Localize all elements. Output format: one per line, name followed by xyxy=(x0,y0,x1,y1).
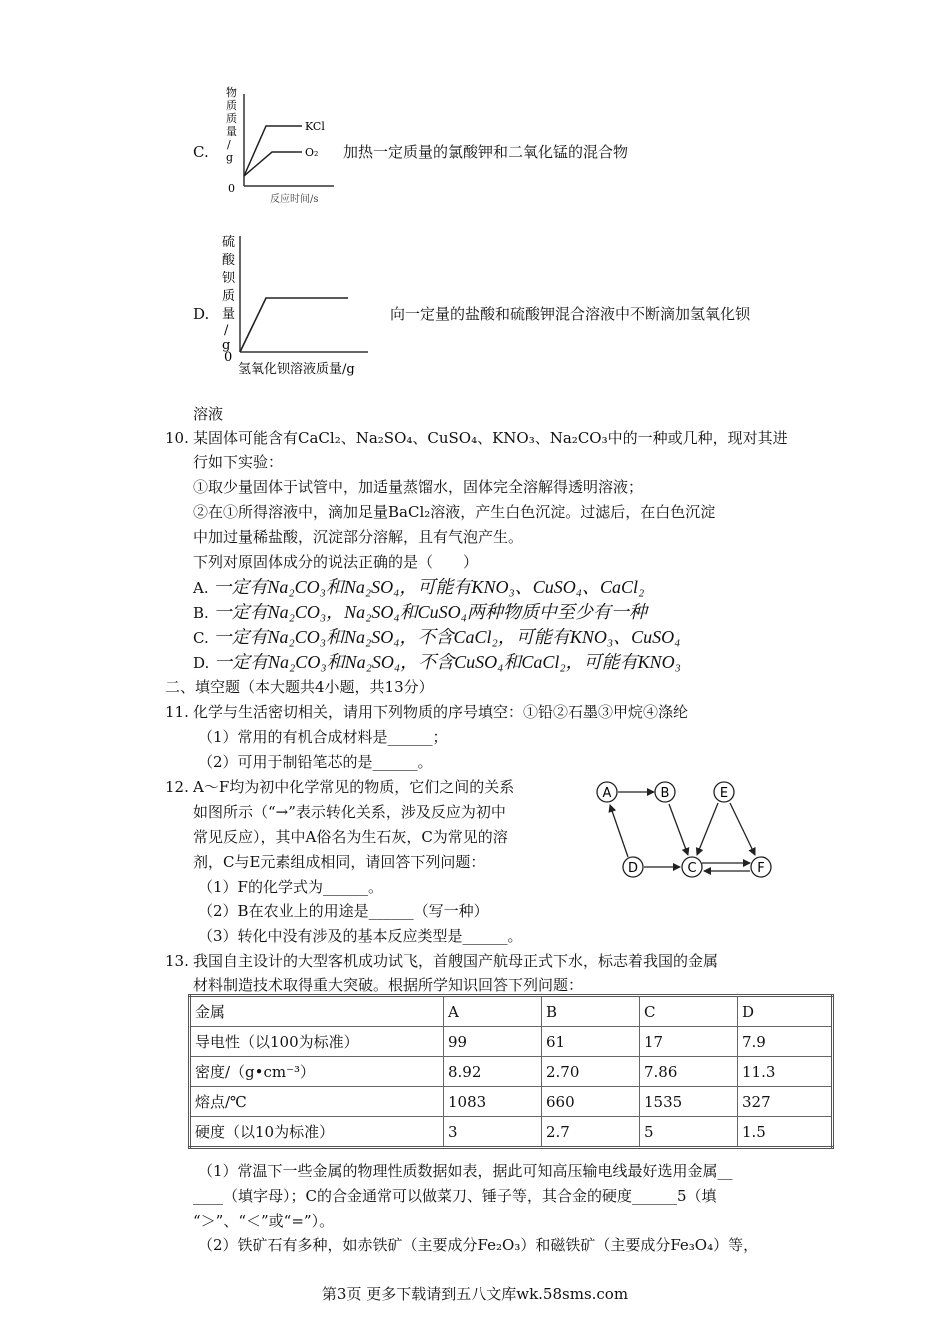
graph-d-ylabel-3: 钡 xyxy=(222,271,236,286)
table-cell: 熔点/℃ xyxy=(190,1087,444,1117)
q12-line1: A～F均为初中化学常见的物质，它们之间的关系 xyxy=(193,778,515,796)
node-d-label: D xyxy=(627,861,639,876)
graph-d-ylabel-4: 质 xyxy=(222,289,236,304)
node-a-label: A xyxy=(602,786,612,801)
table-cell: 5 xyxy=(640,1117,738,1148)
q12-relation-diagram xyxy=(590,775,790,885)
q10-step2-line2: 中加过量稀盐酸，沉淀部分溶解，且有气泡产生。 xyxy=(193,528,524,546)
q10-option-a[interactable] xyxy=(193,576,644,599)
q10-option-c-text: 一定有Na₂CO₃和Na₂SO₄，不含CaCl₂，可能有KNO₃、CuSO₄ xyxy=(213,627,681,647)
node-f xyxy=(751,857,771,877)
graph-c-xlabel: 反应时间/s xyxy=(270,194,319,205)
table-row xyxy=(190,1027,833,1057)
node-b-label: B xyxy=(660,786,670,801)
table-cell: 11.3 xyxy=(738,1057,833,1087)
arrow-b-to-c xyxy=(669,804,688,855)
q10-option-c-label: C. xyxy=(193,629,209,647)
q13-part1-line2: ____（填字母）；C的合金通常可以做菜刀、锤子等，其合金的硬度______5（填 xyxy=(193,1187,717,1205)
graph-c-ylabel-3: 质 xyxy=(226,112,237,125)
page-footer: 第3页 更多下载请到五八文库wk.58sms.com xyxy=(321,1285,629,1303)
table-row xyxy=(190,1057,833,1087)
q13-number: 13. xyxy=(165,952,189,970)
q10-stem-line1: 某固体可能含有CaCl₂、Na₂SO₄、CuSO₄、KNO₃、Na₂CO₃中的一种或几种，现对其进 xyxy=(193,429,788,447)
table-cell: 1083 xyxy=(444,1087,542,1117)
q13-line1: 我国自主设计的大型客机成功试飞，首艘国产航母正式下水，标志着我国的金属 xyxy=(193,952,719,970)
node-a xyxy=(597,782,617,802)
table-cell: 1.5 xyxy=(738,1117,833,1148)
q11-part1: （1）常用的有机合成材料是______； xyxy=(198,728,448,746)
q13-part1-line3: “＞”、“＜”或“=”）。 xyxy=(193,1212,335,1230)
q11-stem: 化学与生活密切相关，请用下列物质的序号填空：①铅②石墨③甲烷④涤纶 xyxy=(193,703,689,721)
graph-d-origin: 0 xyxy=(224,350,233,365)
q9-option-c-label: C. xyxy=(193,143,209,161)
q13-part1-line1: （1）常温下一些金属的物理性质数据如表，据此可知高压输电线最好选用金属__ xyxy=(198,1162,733,1180)
table-header-cell: C xyxy=(640,996,738,1027)
q9-option-c-text: 加热一定质量的氯酸钾和二氧化锰的混合物 xyxy=(343,143,629,161)
graph-c-o2-label: O₂ xyxy=(305,146,319,159)
q10-option-a-text: 一定有Na₂CO₃和Na₂SO₄，可能有KNO₃、CuSO₄、CaCl₂ xyxy=(213,577,645,597)
graph-c-ylabel-6: g xyxy=(226,151,234,164)
node-c-label: C xyxy=(687,861,697,876)
q10-question: 下列对原固体成分的说法正确的是（ ） xyxy=(193,553,479,571)
table-cell: 99 xyxy=(444,1027,542,1057)
graph-d-ylabel-2: 酸 xyxy=(222,253,236,268)
node-e xyxy=(714,782,734,802)
q10-option-b[interactable] xyxy=(193,601,647,624)
graph-d-line xyxy=(240,298,348,352)
graph-d-ylabel-6: / xyxy=(224,323,229,338)
q10-step1: ①取少量固体于试管中，加适量蒸馏水，固体完全溶解得透明溶液； xyxy=(193,478,644,496)
q10-option-b-text: 一定有Na₂CO₃，Na₂SO₄和CuSO₄两种物质中至少有一种 xyxy=(213,602,647,622)
q10-stem-line2: 行如下实验： xyxy=(193,453,284,471)
node-f-label: F xyxy=(757,861,765,876)
q13-part2: （2）铁矿石有多种，如赤铁矿（主要成分Fe₂O₃）和磁铁矿（主要成分Fe₃O₄）等， xyxy=(198,1236,759,1254)
table-header-cell: 金属 xyxy=(190,996,444,1027)
table-header-cell: A xyxy=(444,996,542,1027)
graph-d-ylabel-1: 硫 xyxy=(222,235,236,250)
graph-c-kcl-label: KCl xyxy=(305,120,325,133)
graph-d-ylabel-5: 量 xyxy=(222,307,236,322)
node-e-label: E xyxy=(719,786,729,801)
metal-properties-table xyxy=(188,994,834,1149)
q9-option-d-label: D. xyxy=(193,305,210,323)
q12-line4: 剂，C与E元素组成相同，请回答下列问题： xyxy=(193,853,486,871)
table-cell: 硬度（以10为标准） xyxy=(190,1117,444,1148)
q12-line3: 常见反应），其中A俗名为生石灰，C为常见的溶 xyxy=(193,828,508,846)
q12-part3: （3）转化中没有涉及的基本反应类型是______。 xyxy=(198,927,523,945)
q10-step2-line1: ②在①所得溶液中，滴加足量BaCl₂溶液，产生白色沉淀。过滤后，在白色沉淀 xyxy=(193,503,716,521)
node-c xyxy=(682,857,702,877)
q9-option-d-graph xyxy=(218,230,376,380)
q10-option-a-label: A. xyxy=(193,579,209,597)
table-header-cell: B xyxy=(542,996,640,1027)
q10-option-d[interactable] xyxy=(193,651,681,674)
q11-part2: （2）可用于制铅笔芯的是______。 xyxy=(198,753,433,771)
arrow-e-to-c xyxy=(697,803,718,855)
node-d xyxy=(623,857,643,877)
q10-number: 10. xyxy=(165,429,189,447)
table-cell: 61 xyxy=(542,1027,640,1057)
table-row xyxy=(190,1117,833,1148)
node-b xyxy=(655,782,675,802)
table-row xyxy=(190,996,833,1027)
table-cell: 密度/（g•cm⁻³） xyxy=(190,1057,444,1087)
section-heading: 二、填空题（本大题共4小题，共13分） xyxy=(165,678,434,696)
q12-part1: （1）F的化学式为______。 xyxy=(198,878,383,896)
graph-c-origin: 0 xyxy=(228,182,235,195)
q13-line2: 材料制造技术取得重大突破。根据所学知识回答下列问题： xyxy=(193,976,584,994)
q12-number: 12. xyxy=(165,778,189,796)
table-cell: 327 xyxy=(738,1087,833,1117)
q9-option-d-text: 向一定量的盐酸和硫酸钾混合溶液中不断滴加氢氧化钡 xyxy=(390,305,751,323)
q11-number: 11. xyxy=(165,703,189,721)
table-cell: 17 xyxy=(640,1027,738,1057)
q10-option-b-label: B. xyxy=(193,604,209,622)
table-cell: 1535 xyxy=(640,1087,738,1117)
arrow-e-to-f xyxy=(730,803,755,855)
table-cell: 8.92 xyxy=(444,1057,542,1087)
graph-c-ylabel-4: 量 xyxy=(226,125,237,138)
table-cell: 7.9 xyxy=(738,1027,833,1057)
arrow-d-to-a xyxy=(610,805,628,857)
q9-option-c-graph xyxy=(222,82,340,210)
table-cell: 7.86 xyxy=(640,1057,738,1087)
graph-d-xlabel: 氢氧化钡溶液质量/g xyxy=(238,362,355,377)
table-cell: 3 xyxy=(444,1117,542,1148)
q12-part2: （2）B在农业上的用途是______（写一种） xyxy=(198,902,489,920)
q10-option-c[interactable] xyxy=(193,626,680,649)
graph-c-ylabel-5: / xyxy=(227,138,231,151)
table-cell: 660 xyxy=(542,1087,640,1117)
graph-c-ylabel-1: 物 xyxy=(226,86,237,99)
table-cell: 导电性（以100为标准） xyxy=(190,1027,444,1057)
graph-d-ylabel-7: g xyxy=(222,338,231,353)
q9-option-d-text-cont: 溶液 xyxy=(193,405,224,423)
q10-option-d-label: D. xyxy=(193,654,210,672)
table-row xyxy=(190,1087,833,1117)
graph-c-ylabel-2: 质 xyxy=(226,99,237,112)
q12-line2: 如图所示（“→”表示转化关系，涉及反应为初中 xyxy=(193,803,506,821)
table-cell: 2.7 xyxy=(542,1117,640,1148)
table-cell: 2.70 xyxy=(542,1057,640,1087)
table-header-cell: D xyxy=(738,996,833,1027)
q10-option-d-text: 一定有Na₂CO₃和Na₂SO₄，不含CuSO₄和CaCl₂，可能有KNO₃ xyxy=(214,652,681,672)
